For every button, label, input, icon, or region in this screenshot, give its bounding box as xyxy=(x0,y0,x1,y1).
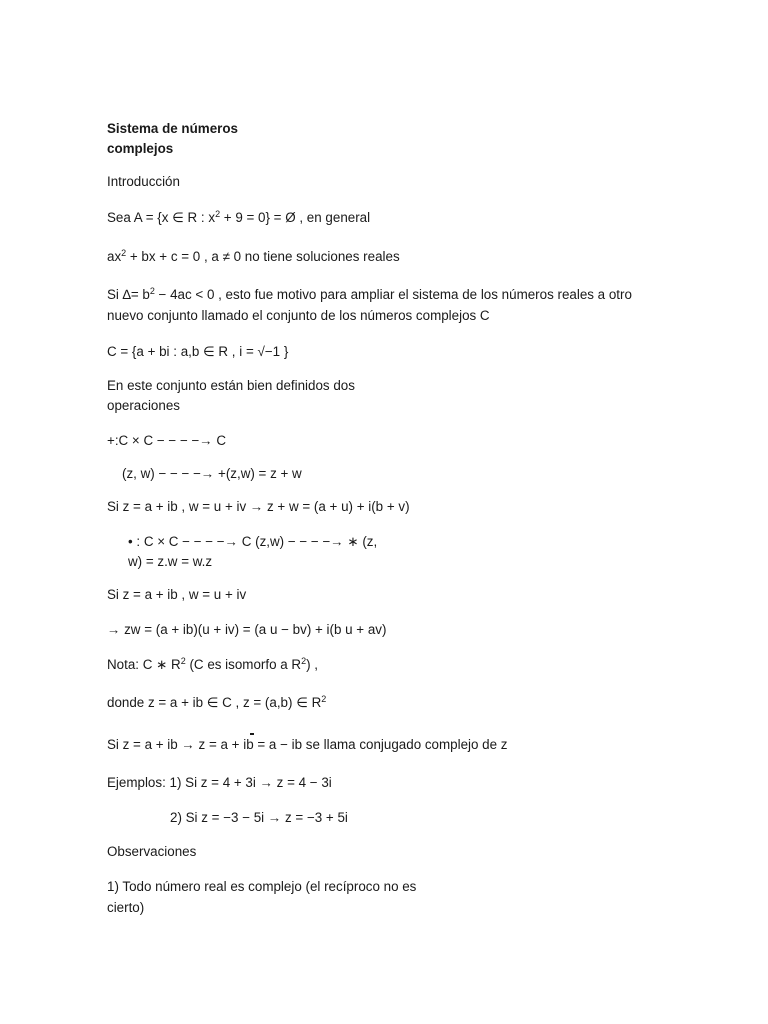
product-given: Si z = a + ib , w = u + iv xyxy=(107,587,247,602)
observations-heading: Observaciones xyxy=(107,844,197,859)
conjugate-definition: Si z = a + ib → z = a + ib = a − ib se llama conjugado complejo de z xyxy=(107,735,507,755)
product-definition-line1: • : C × C − − − −→ C (z,w) − − − −→ ∗ (z, xyxy=(128,534,378,549)
operations-line2: operaciones xyxy=(107,398,180,413)
conjugate-overline: b xyxy=(246,735,253,755)
observation-1-line2: cierto) xyxy=(107,900,145,915)
discriminant-line1: Si ∆= $b^2 - 4ac < 0$ , esto fue motivo para ampliar el sistema de los números reales a otro xyxy=(107,286,632,302)
observation-1-line1: 1) Todo número real es complejo (el recíproco no es xyxy=(107,879,417,894)
document-title-line2: complejos xyxy=(107,141,174,156)
example-2: 2) Si z = −3 − 5i → z = −3 + 5i xyxy=(170,810,348,825)
where-definition: donde z = a + ib ∈ C , z = (a,b) ∈ $R^2$ xyxy=(107,694,327,710)
example-1: Ejemplos: 1) Si z = 4 + 3i → z = 4 − 3i xyxy=(107,775,332,790)
set-a-definition: Sea A = {x ∈ R : $x^2 + 9 = 0$} = Ø , en general xyxy=(107,209,371,225)
isomorphism-note: Nota: C ∗ $R^2$ (C es isomorfo a $R^2$) , xyxy=(107,656,319,672)
sum-example: Si z = a + ib , w = u + iv → z + w = (a + u) + i(b + v) xyxy=(107,499,410,514)
sum-mapping: (z, w) − − − −→ +(z,w) = z + w xyxy=(122,466,302,481)
quadratic-equation: $ax^2$ + bx + c = 0 , a ≠ 0 no tiene soluciones reales xyxy=(107,248,400,264)
product-result: → zw = (a + ib)(u + iv) = (a u − bv) + i(b u + av) xyxy=(107,622,387,637)
discriminant-line2: nuevo conjunto llamado el conjunto de los números complejos C xyxy=(107,308,490,323)
operations-line1: En este conjunto están bien definidos dos xyxy=(107,378,355,393)
product-definition-line2: w) = z.w = w.z xyxy=(128,554,213,569)
set-c-definition: C = {a + bi : a,b ∈ R , i = √−1 } xyxy=(107,344,289,359)
sum-definition: +:C × C − − − −→ C xyxy=(107,433,227,448)
document-title-line1: Sistema de números xyxy=(107,121,238,136)
intro-heading: Introducción xyxy=(107,174,180,189)
